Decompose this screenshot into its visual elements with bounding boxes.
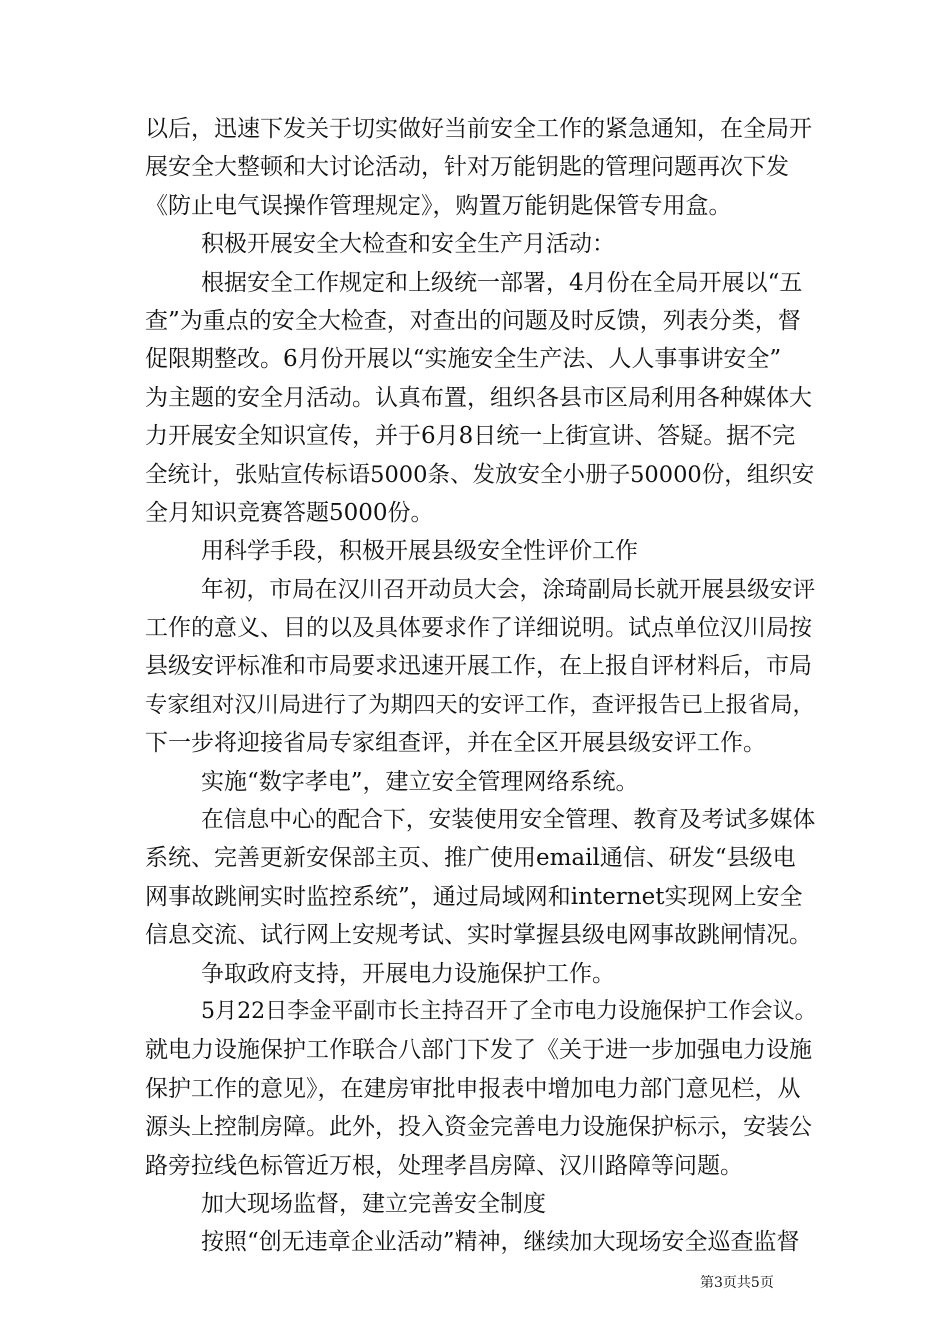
text-line: 源头上控制房障。此外，投入资金完善电力设施保护标示，安装公 — [145, 1114, 812, 1141]
text-line: 促限期整改。6月份开展以“实施安全生产法、人人事事讲安全” — [145, 346, 782, 373]
text-line: 加大现场监督，建立完善安全制度 — [201, 1190, 546, 1217]
text-line: 以后，迅速下发关于切实做好当前安全工作的紧急通知，在全局开 — [145, 116, 812, 142]
text-line: 信息交流、试行网上安规考试、实时掌握县级电网事故跳闸情况。 — [145, 922, 812, 949]
text-line: 在信息中心的配合下，安装使用安全管理、教育及考试多媒体 — [201, 807, 816, 834]
text-line: 5月22日李金平副市长主持召开了全市电力设施保护工作会议。 — [201, 998, 817, 1024]
text-line: 年初，市局在汉川召开动员大会，涂琦副局长就开展县级安评 — [201, 576, 816, 603]
text-line: 查”为重点的安全大检查，对查出的问题及时反馈，列表分类，督 — [145, 307, 801, 334]
text-line: 就电力设施保护工作联合八部门下发了《关于进一步加强电力设施 — [145, 1037, 812, 1064]
text-line: 网事故跳闸实时监控系统”，通过局域网和internet实现网上安全 — [145, 883, 803, 910]
text-line: 专家组对汉川局进行了为期四天的安评工作，查评报告已上报省局， — [145, 691, 815, 718]
text-line: 工作的意义、目的以及具体要求作了详细说明。试点单位汉川局按 — [145, 615, 812, 642]
page-number-footer: 第3页共5页 — [700, 1275, 774, 1291]
text-line: 按照“创无违章企业活动”精神，继续加大现场安全巡查监督 — [201, 1229, 800, 1256]
text-line: 系统、完善更新安保部主页、推广使用email通信、研发“县级电 — [145, 845, 796, 872]
text-line: 用科学手段，积极开展县级安全性评价工作 — [201, 538, 638, 565]
text-line: 力开展安全知识宣传，并于6月8日统一上街宣讲、答疑。据不完 — [145, 423, 796, 450]
text-line: 全月知识竞赛答题5000份。 — [145, 499, 434, 526]
text-line: 全统计，张贴宣传标语5000条、发放安全小册子50000份，组织安 — [145, 461, 815, 488]
text-line: 路旁拉线色标管近万根，处理孝昌房障、汉川路障等问题。 — [145, 1152, 743, 1179]
text-line: 根据安全工作规定和上级统一部署，4月份在全局开展以“五 — [201, 269, 803, 296]
text-line: 县级安评标准和市局要求迅速开展工作，在上报自评材料后，市局 — [145, 653, 812, 680]
text-line: 实施“数字孝电”，建立安全管理网络系统。 — [201, 768, 639, 795]
text-line: 《防止电气误操作管理规定》，购置万能钥匙保管专用盒。 — [145, 192, 732, 219]
text-line: 展安全大整顿和大讨论活动，针对万能钥匙的管理问题再次下发 — [145, 154, 789, 181]
document-body — [145, 110, 815, 1262]
text-line: 下一步将迎接省局专家组查评，并在全区开展县级安评工作。 — [145, 730, 766, 757]
text-line: 积极开展安全大检查和安全生产月活动： — [201, 231, 615, 258]
text-line: 争取政府支持，开展电力设施保护工作。 — [201, 960, 615, 987]
text-line: 保护工作的意见》，在建房审批申报表中增加电力部门意见栏，从 — [145, 1075, 801, 1102]
text-line: 为主题的安全月活动。认真布置，组织各县市区局利用各种媒体大 — [145, 384, 812, 411]
